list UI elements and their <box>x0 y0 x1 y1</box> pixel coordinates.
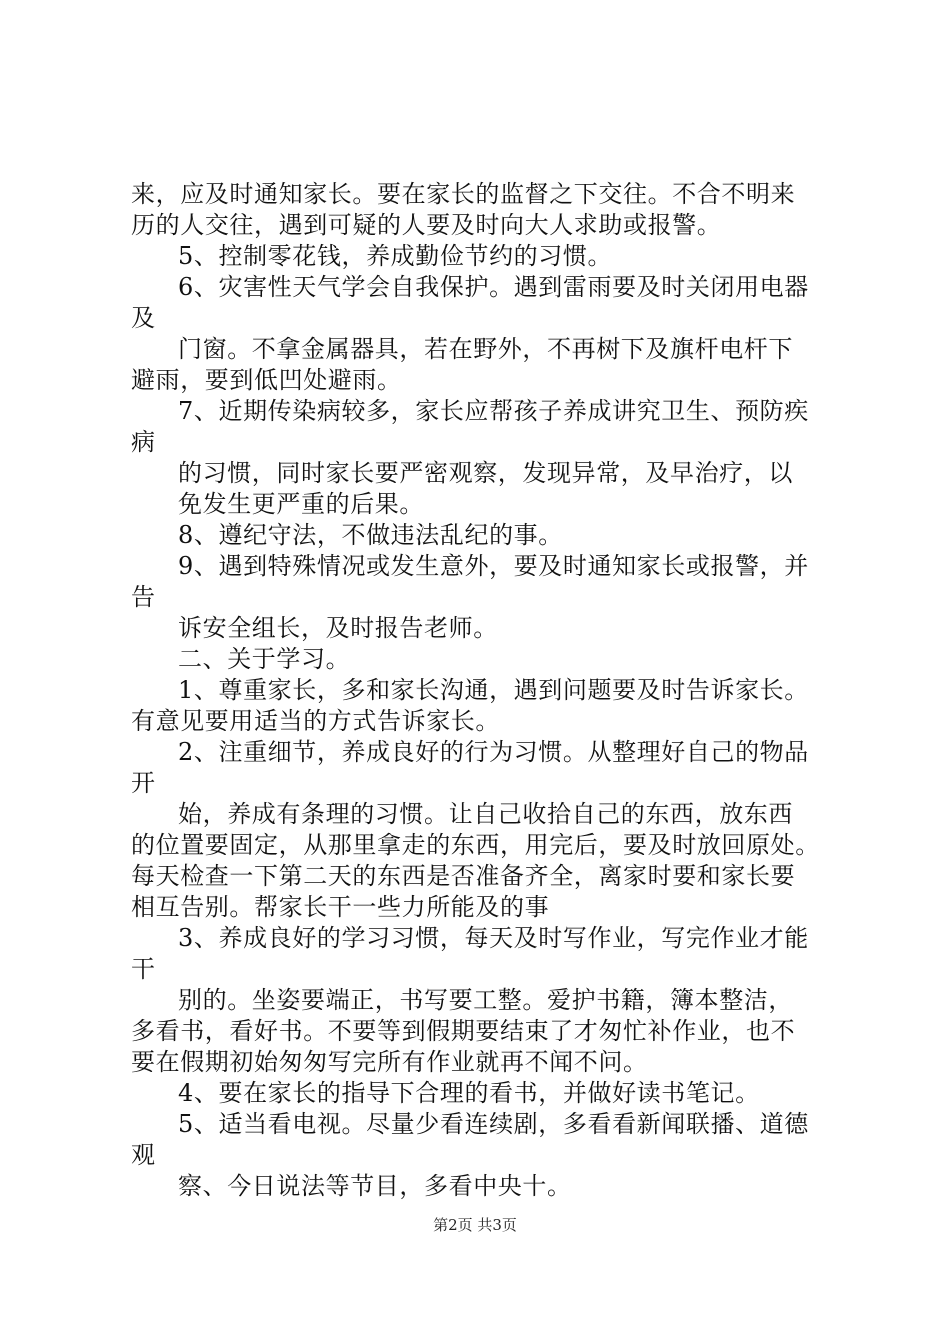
text-line: 干 <box>131 955 156 983</box>
text-line: 要在假期初始匆匆写完所有作业就再不闻不问。 <box>131 1048 648 1076</box>
text-line: 有意见要用适当的方式告诉家长。 <box>131 707 500 735</box>
text-line: 告 <box>131 583 156 611</box>
text-line: 别的。坐姿要端正，书写要工整。爱护书籍，簿本整洁， <box>178 986 793 1014</box>
text-line: 3、养成良好的学习习惯，每天及时写作业，写完作业才能 <box>178 924 809 952</box>
text-line: 的位置要固定，从那里拿走的东西，用完后，要及时放回原处。 <box>131 831 820 859</box>
text-line: 免发生更严重的后果。 <box>178 490 424 518</box>
text-line: 及 <box>131 304 156 332</box>
text-line: 来，应及时通知家长。要在家长的监督之下交往。不合不明来 <box>131 180 796 208</box>
text-line: 5、适当看电视。尽量少看连续剧，多看看新闻联播、道德 <box>178 1110 809 1138</box>
text-line: 始，养成有条理的习惯。让自己收拾自己的东西，放东西 <box>178 800 793 828</box>
text-line: 病 <box>131 428 156 456</box>
text-line: 避雨，要到低凹处避雨。 <box>131 366 402 394</box>
text-line: 4、要在家长的指导下合理的看书，并做好读书笔记。 <box>178 1079 760 1107</box>
text-line: 多看书，看好书。不要等到假期要结束了才匆忙补作业，也不 <box>131 1017 796 1045</box>
text-line: 2、注重细节，养成良好的行为习惯。从整理好自己的物品 <box>178 738 809 766</box>
section-heading: 二、关于学习。 <box>178 645 351 673</box>
text-line: 每天检查一下第二天的东西是否准备齐全，离家时要和家长要 <box>131 862 796 890</box>
text-line: 8、遵纪守法，不做违法乱纪的事。 <box>178 521 563 549</box>
text-line: 察、今日说法等节目，多看中央十。 <box>178 1172 572 1200</box>
text-line: 门窗。不拿金属器具，若在野外，不再树下及旗杆电杆下 <box>178 335 793 363</box>
text-line: 诉安全组长，及时报告老师。 <box>178 614 498 642</box>
text-line: 开 <box>131 769 156 797</box>
text-line: 5、控制零花钱，养成勤俭节约的习惯。 <box>178 242 613 270</box>
text-line: 历的人交往，遇到可疑的人要及时向大人求助或报警。 <box>131 211 722 239</box>
text-line: 6、灾害性天气学会自我保护。遇到雷雨要及时关闭用电器 <box>178 273 809 301</box>
text-line: 的习惯，同时家长要严密观察，发现异常，及早治疗，以 <box>178 459 793 487</box>
text-line: 9、遇到特殊情况或发生意外，要及时通知家长或报警，并 <box>178 552 809 580</box>
text-line: 观 <box>131 1141 156 1169</box>
text-line: 1、尊重家长，多和家长沟通，遇到问题要及时告诉家长。 <box>178 676 809 704</box>
text-line: 7、近期传染病较多，家长应帮孩子养成讲究卫生、预防疾 <box>178 397 809 425</box>
text-line: 相互告别。帮家长干一些力所能及的事 <box>131 893 550 921</box>
page-number-footer: 第2页 共3页 <box>433 1216 517 1234</box>
